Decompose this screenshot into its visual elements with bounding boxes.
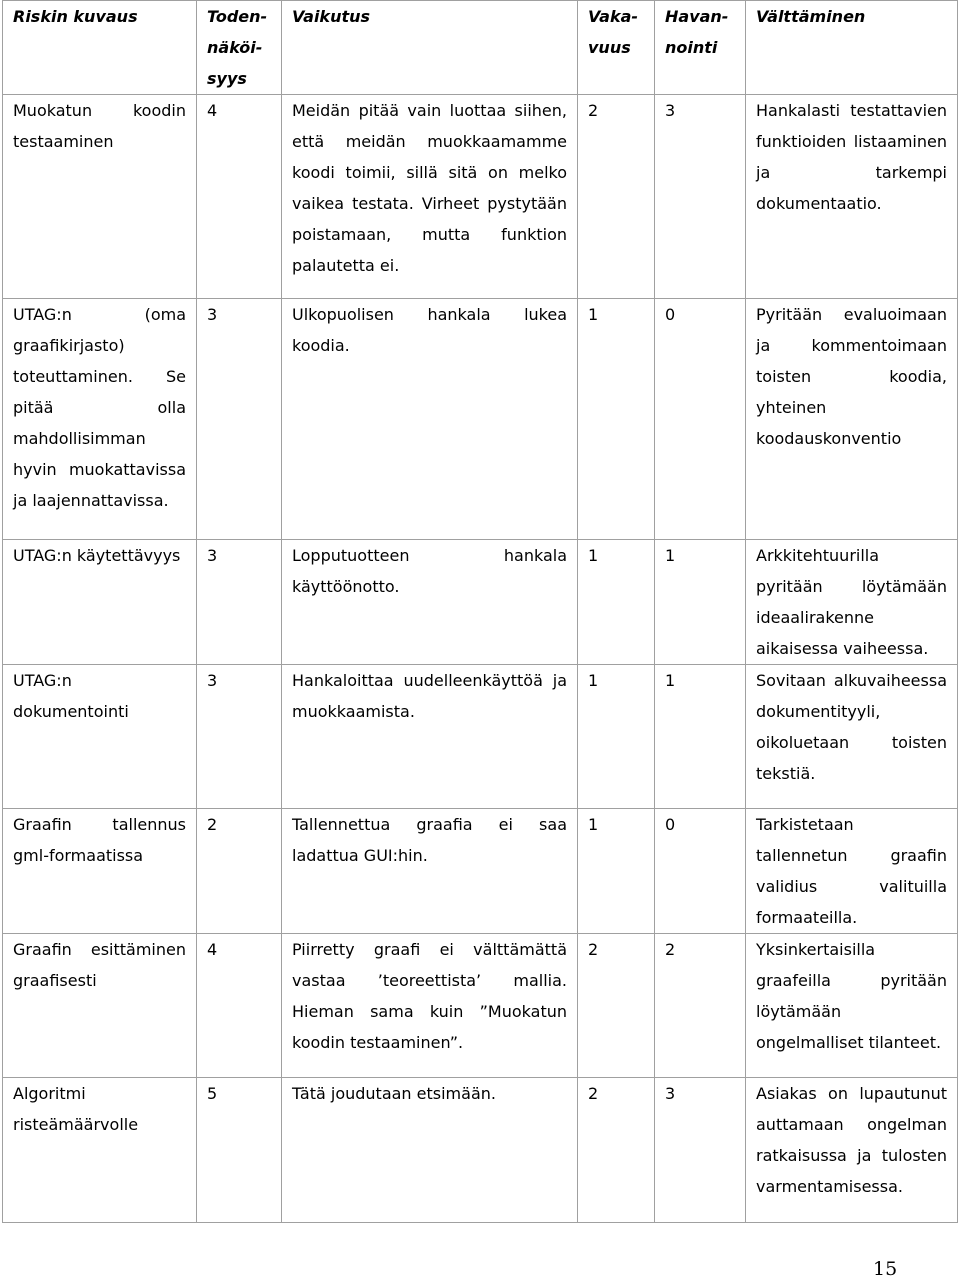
severity-cell: 2 bbox=[578, 95, 655, 299]
avoidance-cell: Asiakas on lupautunut auttamaan ongelman ratkaisussa ja tulosten varmentamisessa. bbox=[746, 1078, 958, 1223]
probability-cell: 3 bbox=[197, 665, 282, 809]
impact-cell: Tätä joudutaan etsimään. bbox=[282, 1078, 578, 1223]
probability-cell: 3 bbox=[197, 540, 282, 665]
probability-cell: 2 bbox=[197, 809, 282, 934]
severity-cell: 1 bbox=[578, 299, 655, 540]
risk-description-cell: Muokatun koodin testaaminen bbox=[3, 95, 197, 299]
table-row bbox=[3, 299, 958, 540]
page-number: 15 bbox=[873, 1258, 898, 1280]
table-row bbox=[3, 540, 958, 665]
observation-cell: 1 bbox=[655, 665, 746, 809]
header-avoidance: Välttäminen bbox=[746, 1, 958, 95]
header-impact: Vaikutus bbox=[282, 1, 578, 95]
risk-description-cell: UTAG:n käytettävyys bbox=[3, 540, 197, 665]
table-row bbox=[3, 1078, 958, 1223]
risk-table bbox=[2, 0, 958, 1223]
impact-cell: Meidän pitää vain luottaa siihen, että meidän muokkaamamme koodi toimii, sillä sitä on melko vaikea testata. Virheet pystytään poistamaan, mutta funktion palautetta ei. bbox=[282, 95, 578, 299]
header-observation: Havan-nointi bbox=[655, 1, 746, 95]
risk-description-cell: Graafin esittäminen graafisesti bbox=[3, 934, 197, 1078]
avoidance-cell: Pyritään evaluoimaan ja kommentoimaan toisten koodia, yhteinen koodauskonventio bbox=[746, 299, 958, 540]
severity-cell: 2 bbox=[578, 934, 655, 1078]
table-row bbox=[3, 809, 958, 934]
risk-description-cell: UTAG:n (oma graafikirjasto) toteuttaminen. Se pitää olla mahdollisimman hyvin muokattavissa ja laajennattavissa. bbox=[3, 299, 197, 540]
observation-cell: 0 bbox=[655, 299, 746, 540]
severity-cell: 1 bbox=[578, 540, 655, 665]
table-row bbox=[3, 95, 958, 299]
avoidance-cell: Tarkistetaan tallennetun graafin validius valituilla formaateilla. bbox=[746, 809, 958, 934]
table-row bbox=[3, 665, 958, 809]
severity-cell: 1 bbox=[578, 809, 655, 934]
probability-cell: 3 bbox=[197, 299, 282, 540]
impact-cell: Ulkopuolisen hankala lukea koodia. bbox=[282, 299, 578, 540]
table-row bbox=[3, 934, 958, 1078]
observation-cell: 2 bbox=[655, 934, 746, 1078]
risk-description-cell: Algoritmi risteämäärvolle bbox=[3, 1078, 197, 1223]
probability-cell: 5 bbox=[197, 1078, 282, 1223]
risk-description-cell: Graafin tallennus gml-formaatissa bbox=[3, 809, 197, 934]
probability-cell: 4 bbox=[197, 95, 282, 299]
avoidance-cell: Hankalasti testattavien funktioiden listaaminen ja tarkempi dokumentaatio. bbox=[746, 95, 958, 299]
impact-cell: Tallennettua graafia ei saa ladattua GUI:hin. bbox=[282, 809, 578, 934]
impact-cell: Lopputuotteen hankala käyttöönotto. bbox=[282, 540, 578, 665]
impact-cell: Piirretty graafi ei välttämättä vastaa ’teoreettista’ mallia. Hieman sama kuin ”Muokatun koodin testaaminen”. bbox=[282, 934, 578, 1078]
header-risk-description: Riskin kuvaus bbox=[3, 1, 197, 95]
observation-cell: 1 bbox=[655, 540, 746, 665]
observation-cell: 3 bbox=[655, 1078, 746, 1223]
avoidance-cell: Yksinkertaisilla graafeilla pyritään löytämään ongelmalliset tilanteet. bbox=[746, 934, 958, 1078]
header-probability: Toden-näköi-syys bbox=[197, 1, 282, 95]
observation-cell: 0 bbox=[655, 809, 746, 934]
table-header-row bbox=[3, 1, 958, 95]
severity-cell: 1 bbox=[578, 665, 655, 809]
probability-cell: 4 bbox=[197, 934, 282, 1078]
severity-cell: 2 bbox=[578, 1078, 655, 1223]
impact-cell: Hankaloittaa uudelleenkäyttöä ja muokkaamista. bbox=[282, 665, 578, 809]
header-severity: Vaka-vuus bbox=[578, 1, 655, 95]
observation-cell: 3 bbox=[655, 95, 746, 299]
avoidance-cell: Arkkitehtuurilla pyritään löytämään ideaalirakenne aikaisessa vaiheessa. bbox=[746, 540, 958, 665]
avoidance-cell: Sovitaan alkuvaiheessa dokumentityyli, oikoluetaan toisten tekstiä. bbox=[746, 665, 958, 809]
risk-description-cell: UTAG:n dokumentointi bbox=[3, 665, 197, 809]
